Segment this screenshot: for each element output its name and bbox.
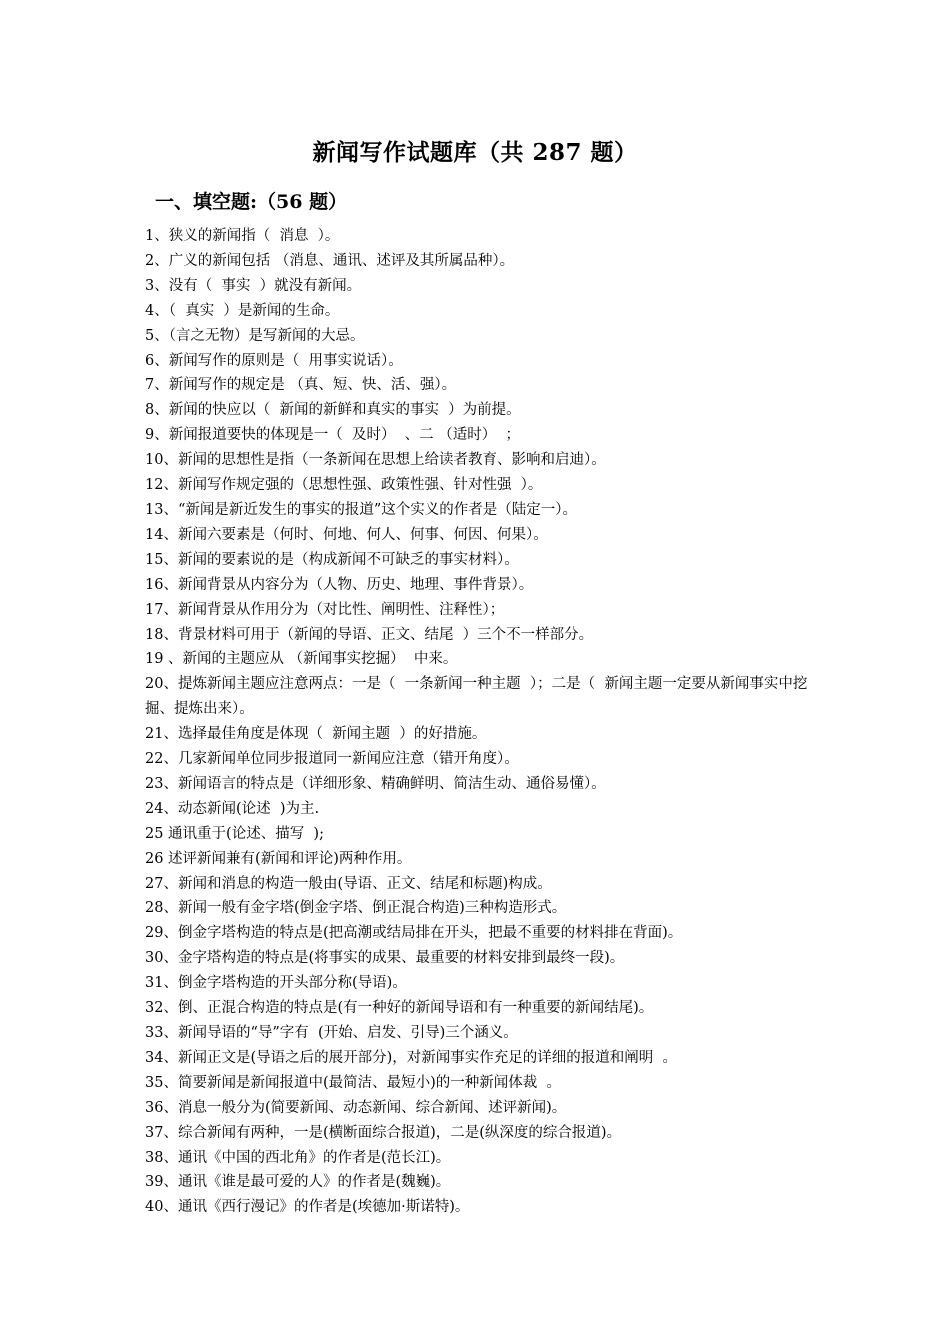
question-item: 20、提炼新闻主题应注意两点：一是（ 一条新闻一种主题 ）；二是（ 新闻主题一定要从新闻事实中挖掘、提炼出来）。: [145, 676, 808, 718]
question-item: 16、新闻背景从内容分为（人物、历史、地理、事件背景）。: [145, 576, 534, 593]
question-item: 17、新闻背景从作用分为（对比性、阐明性、注释性）；: [145, 601, 505, 618]
question-item: 24、动态新闻(论述 )为主.: [145, 800, 320, 817]
question-item: 4、（ 真实 ）是新闻的生命。: [145, 302, 340, 319]
question-item: 10、新闻的思想性是指（一条新闻在思想上给读者教育、影响和启迪）。: [145, 452, 606, 469]
question-item: 29、倒金字塔构造的特点是(把高潮或结局排在开头，把最不重要的材料排在背面)。: [145, 925, 683, 942]
question-item: 25 通讯重于(论述、描写 );: [145, 825, 324, 842]
section-heading: 一、填空题:（56 题）: [155, 191, 348, 213]
question-item: 14、新闻六要素是（何时、何地、何人、何事、何因、何果）。: [145, 526, 548, 543]
question-item: 15、新闻的要素说的是（构成新闻不可缺乏的事实材料）。: [145, 551, 519, 568]
question-item: 2、广义的新闻包括 （消息、通讯、述评及其所属品种）。: [145, 252, 515, 269]
question-item: 34、新闻正文是(导语之后的展开部分)，对新闻事实作充足的详细的报道和阐明 。: [145, 1049, 677, 1066]
question-item: 27、新闻和消息的构造一般由(导语、正文、结尾和标题)构成。: [145, 875, 552, 892]
question-item: 39、通讯《谁是最可爱的人》的作者是(魏巍)。: [145, 1174, 451, 1191]
question-item: 18、背景材料可用于（新闻的导语、正文、结尾 ）三个不一样部分。: [145, 626, 594, 643]
question-item: 8、新闻的快应以（ 新闻的新鲜和真实的事实 ）为前提。: [145, 402, 521, 419]
question-item: 9、新闻报道要快的体现是一（ 及时） 、二 （适时） ；: [145, 427, 520, 444]
question-item: 38、通讯《中国的西北角》的作者是(范长江)。: [145, 1149, 451, 1166]
document-title: 新闻写作试题库（共 287 题）: [312, 139, 638, 166]
question-item: 35、简要新闻是新闻报道中(最简洁、最短小)的一种新闻体裁 。: [145, 1074, 561, 1091]
question-item: 6、新闻写作的原则是（ 用事实说话）。: [145, 352, 403, 369]
question-item: 26 述评新闻兼有(新闻和评论)两种作用。: [145, 850, 412, 867]
question-item: 1、狭义的新闻指（ 消息 ）。: [145, 228, 340, 244]
question-item: 12、新闻写作规定强的（思想性强、政策性强、针对性强 ）。: [145, 477, 543, 494]
question-item: 13、“新闻是新近发生的事实的报道”这个实义的作者是（陆定一）。: [145, 501, 578, 518]
question-item: 31、倒金字塔构造的开头部分称(导语)。: [145, 975, 407, 992]
question-item: 22、几家新闻单位同步报道同一新闻应注意（错开角度）。: [145, 751, 519, 768]
question-item: 28、新闻一般有金字塔(倒金字塔、倒正混合构造)三种构造形式。: [145, 900, 567, 917]
question-item: 36、消息一般分为(简要新闻、动态新闻、综合新闻、述评新闻)。: [145, 1099, 567, 1116]
question-item: 19 、新闻的主题应从 （新闻事实挖掘） 中来。: [145, 651, 458, 668]
question-item: 23、新闻语言的特点是（详细形象、精确鲜明、简洁生动、通俗易懂）。: [145, 775, 606, 792]
question-item: 33、新闻导语的“导”字有 (开始、启发、引导)三个涵义。: [145, 1025, 518, 1041]
question-item: 21、选择最佳角度是体现（ 新闻主题 ）的好措施。: [145, 726, 487, 743]
question-item: 40、通讯《西行漫记》的作者是(埃德加·斯诺特)。: [145, 1199, 470, 1216]
question-item: 3、没有（ 事实 ）就没有新闻。: [145, 277, 362, 294]
question-item: 5、（言之无物）是写新闻的大忌。: [145, 327, 365, 344]
question-item: 32、倒、正混合构造的特点是(有一种好的新闻导语和有一种重要的新闻结尾)。: [145, 1000, 654, 1017]
question-item: 37、综合新闻有两种，一是(横断面综合报道)，二是(纵深度的综合报道)。: [145, 1124, 622, 1141]
question-list: [145, 224, 815, 1220]
question-item: 7、新闻写作的规定是 （真、短、快、活、强）。: [145, 377, 457, 394]
question-item: 30、金字塔构造的特点是(将事实的成果、最重要的材料安排到最终一段)。: [145, 950, 625, 967]
